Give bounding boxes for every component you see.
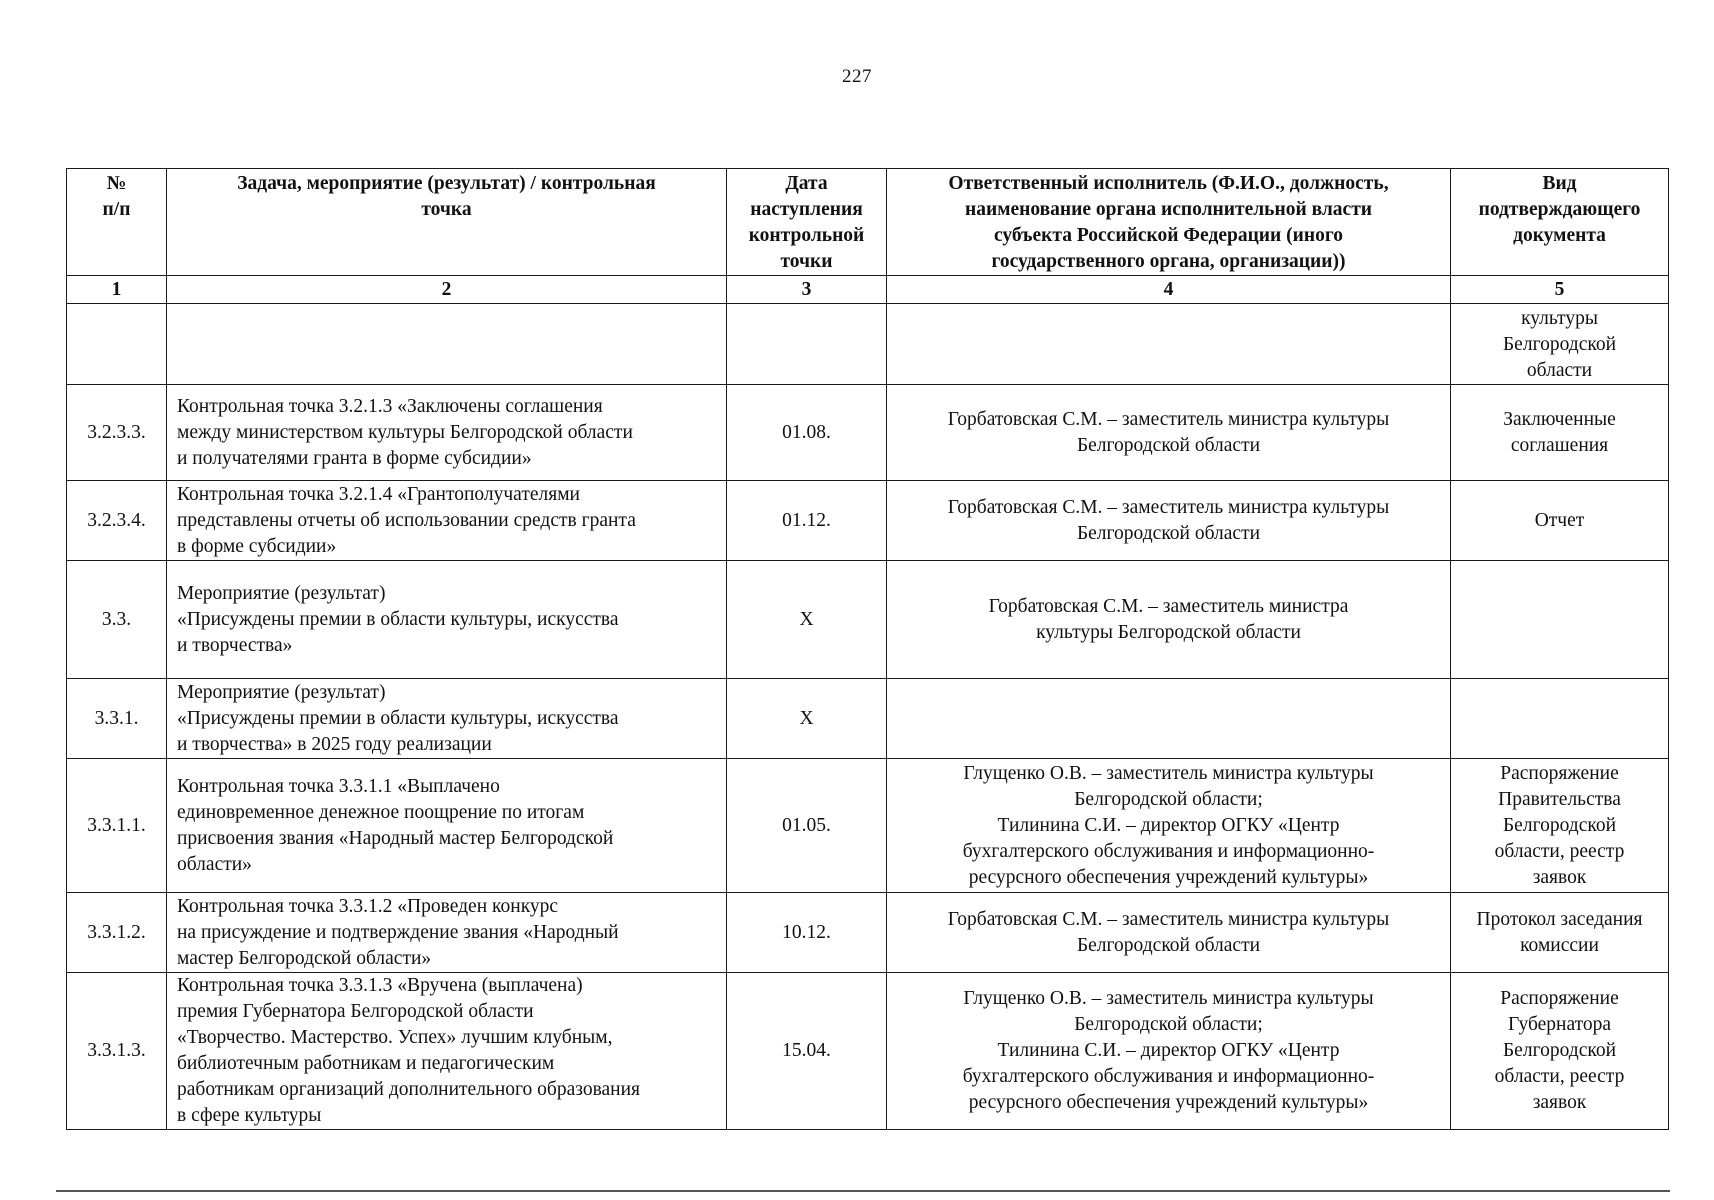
page-number: 227 (842, 66, 872, 87)
table-row (67, 561, 1669, 679)
header-document-type: Вид подтверждающего документа (1451, 169, 1669, 276)
cell-responsible (887, 304, 1451, 385)
cell-task: Мероприятие (результат) «Присуждены премии в области культуры, искусства и творчества» (167, 561, 727, 679)
cell-document-type (1451, 679, 1669, 759)
cell-document-type: Распоряжение Губернатора Белгородской области, реестр заявок (1451, 973, 1669, 1130)
cell-task: Контрольная точка 3.2.1.3 «Заключены соглашения между министерством культуры Белгородской области и получателями гранта в форме субсидии» (167, 385, 727, 481)
cell-date: 01.05. (727, 759, 887, 893)
cell-responsible: Глущенко О.В. – заместитель министра культуры Белгородской области; Тилинина С.И. – директор ОГКУ «Центр бухгалтерского обслуживания и информационно- ресурсного обеспечения учреждений культуры» (887, 759, 1451, 893)
cell-date (727, 304, 887, 385)
cell-number: 3.2.3.3. (67, 385, 167, 481)
cell-date: Х (727, 561, 887, 679)
cell-task: Мероприятие (результат) «Присуждены премии в области культуры, искусства и творчества» в 2025 году реализации (167, 679, 727, 759)
table-row-continuation (67, 304, 1669, 385)
cell-date: 15.04. (727, 973, 887, 1130)
cell-date: 01.08. (727, 385, 887, 481)
cell-document-type: культуры Белгородской области (1451, 304, 1669, 385)
table-row (67, 973, 1669, 1130)
cell-date: 10.12. (727, 893, 887, 973)
cell-task: Контрольная точка 3.3.1.2 «Проведен конкурс на присуждение и подтверждение звания «Народный мастер Белгородской области» (167, 893, 727, 973)
cell-number: 3.3. (67, 561, 167, 679)
cell-number: 3.3.1.3. (67, 973, 167, 1130)
cell-responsible (887, 679, 1451, 759)
cell-number (67, 304, 167, 385)
header-task: Задача, мероприятие (результат) / контрольная точка (167, 169, 727, 276)
cell-number: 3.2.3.4. (67, 481, 167, 561)
cell-document-type: Протокол заседания комиссии (1451, 893, 1669, 973)
cell-responsible: Горбатовская С.М. – заместитель министра культуры Белгородской области (887, 561, 1451, 679)
header-number: № п/п (67, 169, 167, 276)
cell-responsible: Горбатовская С.М. – заместитель министра культуры Белгородской области (887, 893, 1451, 973)
cell-document-type: Распоряжение Правительства Белгородской области, реестр заявок (1451, 759, 1669, 893)
cell-task: Контрольная точка 3.2.1.4 «Грантополучателями представлены отчеты об использовании средств гранта в форме субсидии» (167, 481, 727, 561)
column-number: 5 (1451, 276, 1669, 304)
cell-date: Х (727, 679, 887, 759)
cell-number: 3.3.1.2. (67, 893, 167, 973)
cell-document-type: Заключенные соглашения (1451, 385, 1669, 481)
header-date: Дата наступления контрольной точки (727, 169, 887, 276)
cell-task: Контрольная точка 3.3.1.1 «Выплачено единовременное денежное поощрение по итогам присвоения звания «Народный мастер Белгородской области» (167, 759, 727, 893)
cell-task (167, 304, 727, 385)
cell-task: Контрольная точка 3.3.1.3 «Вручена (выплачена) премия Губернатора Белгородской области «Творчество. Мастерство. Успех» лучшим клубным, библиотечным работникам и педагогическим работникам организаций дополнительного образования в сфере культуры (167, 973, 727, 1130)
control-points-table (66, 168, 1669, 1130)
column-number: 4 (887, 276, 1451, 304)
table-row (67, 893, 1669, 973)
cell-responsible: Глущенко О.В. – заместитель министра культуры Белгородской области; Тилинина С.И. – директор ОГКУ «Центр бухгалтерского обслуживания и информационно- ресурсного обеспечения учреждений культуры» (887, 973, 1451, 1130)
cell-responsible: Горбатовская С.М. – заместитель министра культуры Белгородской области (887, 385, 1451, 481)
cell-number: 3.3.1.1. (67, 759, 167, 893)
cell-document-type: Отчет (1451, 481, 1669, 561)
table-header-row (67, 169, 1669, 276)
header-responsible: Ответственный исполнитель (Ф.И.О., должность, наименование органа исполнительной власти субъекта Российской Федерации (иного государственного органа, организации)) (887, 169, 1451, 276)
column-number: 1 (67, 276, 167, 304)
page-bottom-rule (56, 1190, 1670, 1192)
table-row (67, 481, 1669, 561)
table-row (67, 679, 1669, 759)
column-number-row (67, 276, 1669, 304)
cell-document-type (1451, 561, 1669, 679)
column-number: 3 (727, 276, 887, 304)
cell-responsible: Горбатовская С.М. – заместитель министра культуры Белгородской области (887, 481, 1451, 561)
table-row (67, 385, 1669, 481)
table-row (67, 759, 1669, 893)
column-number: 2 (167, 276, 727, 304)
cell-date: 01.12. (727, 481, 887, 561)
cell-number: 3.3.1. (67, 679, 167, 759)
